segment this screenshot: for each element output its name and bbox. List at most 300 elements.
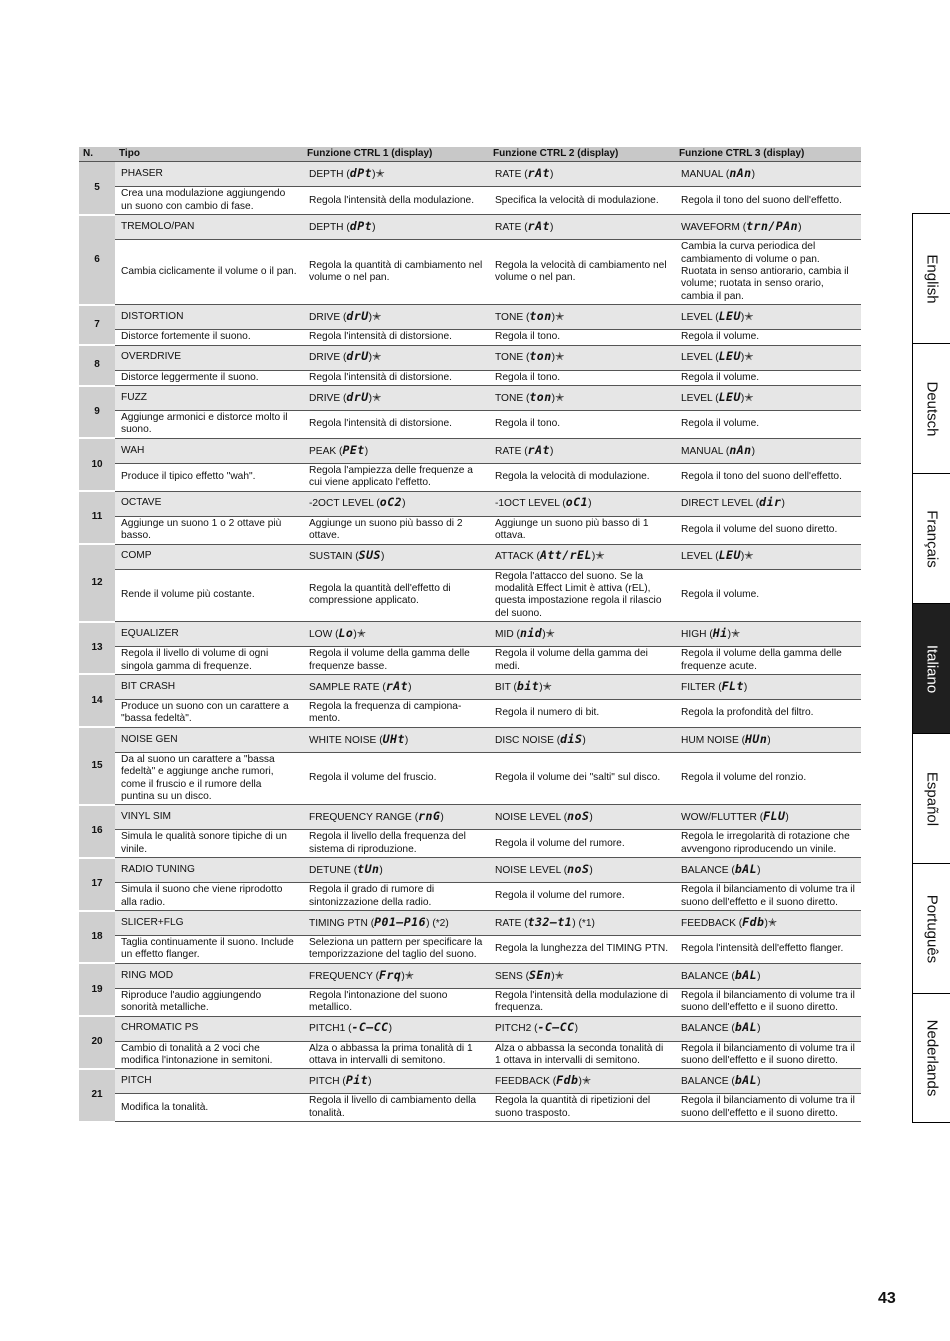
effect-row [79,386,861,411]
open-paren: ( [353,864,358,876]
effect-desc-row [79,1041,861,1069]
param-description: Regola la quantità di cambiamento nel volume o nel pan. [309,259,483,284]
param-label: MANUAL [681,169,724,181]
close-paren: ) [408,681,412,693]
open-paren: ( [742,222,747,234]
open-paren: ( [375,970,380,982]
param-cell [675,162,861,187]
param-description: Regola il tono. [495,331,561,343]
open-paren: ( [552,1076,557,1088]
param-cell [675,215,861,240]
param-description: Regola il volume della gamma delle frequenze basse. [309,648,470,672]
effect-desc-row [79,830,861,858]
effect-desc-row [79,240,861,305]
language-tab[interactable] [912,213,950,343]
param-cell [489,162,675,187]
lcd-display: oC1 [565,495,589,510]
language-tab[interactable] [912,343,950,473]
effect-desc-row [79,569,861,622]
open-paren: ( [348,1023,352,1035]
close-paren: ) [751,445,756,457]
param-cell [489,805,675,830]
param-description: Regola il tono. [495,371,561,383]
effect-description: Aggiunge un suono 1 o 2 ottave più basso. [121,517,282,542]
close-paren: ) [353,628,357,640]
language-tab-label: Português [923,894,940,963]
open-paren: ( [335,628,339,640]
language-tab[interactable] [912,733,950,863]
open-paren: ( [355,551,359,563]
param-description: Regola il volume. [681,331,760,343]
open-paren: ( [414,812,419,824]
star-icon: ✭ [554,969,564,982]
close-paren: ) [767,734,771,746]
param-label: BALANCE [681,864,729,876]
param-label: PEAK [309,445,337,457]
effect-description: Produce un suono con un carattere a "bassa fedeltà". [121,700,289,725]
star-icon: ✭ [555,311,565,324]
open-paren: ( [563,864,568,876]
language-tab[interactable] [912,603,950,733]
lcd-display: drU [346,349,369,364]
lcd-display: Fdb [742,914,765,929]
effect-number: 21 [79,1069,115,1122]
lcd-display: rAt [385,678,409,693]
effect-name: CHROMATIC PS [115,1016,303,1041]
param-label: ATTACK [495,551,534,563]
open-paren: ( [536,551,540,563]
param-description: Aggiunge un suono più basso di 2 ottave. [309,517,463,542]
param-description: Regola la profondità del filtro. [681,707,814,719]
effect-number: 13 [79,622,115,675]
lcd-display: nAn [729,442,752,457]
effect-number: 6 [79,215,115,305]
param-cell [303,491,489,516]
lcd-display: Lo [338,625,354,640]
open-paren: ( [524,445,528,457]
header-cell: Funzione CTRL 1 (display) [303,147,489,162]
param-cell [303,805,489,830]
lcd-display: -C–CC [537,1020,575,1035]
close-paren: ) [401,970,405,982]
effect-description: Cambio di tonalità a 2 voci che modifica l'intonazione in semitoni. [121,1042,273,1067]
param-description: Alza o abbassa la seconda tonalità di 1 ottava in intervalli di semitono. [495,1042,664,1067]
close-paren: ) [368,392,373,404]
param-cell [489,491,675,516]
language-tab-label: English [923,253,940,304]
effect-row [79,674,861,699]
effect-desc-row [79,411,861,439]
effect-number: 20 [79,1016,115,1069]
effect-name: OVERDRIVE [115,345,303,370]
lcd-display: FLt [721,678,744,693]
star-icon: ✭ [545,627,555,640]
param-label: TONE [495,392,524,404]
param-label: SUSTAIN [309,551,353,563]
star-icon: ✭ [372,391,382,404]
param-label: LEVEL [681,312,713,324]
open-paren: ( [524,222,528,234]
param-description: Regola il volume della gamma dei medi. [495,648,648,672]
effect-description: Produce il tipico effetto "wah". [121,471,256,483]
effect-number: 16 [79,805,115,858]
effect-number: 7 [79,305,115,345]
star-icon: ✭ [730,627,741,640]
param-label: FEEDBACK [495,1076,550,1088]
effect-row [79,345,861,370]
param-cell [303,1069,489,1094]
effect-desc-row [79,752,861,805]
param-description: Regola il volume del fruscio. [309,772,437,784]
param-cell [489,345,675,370]
lcd-display: LEU [718,389,741,404]
param-cell [303,963,489,988]
open-paren: ( [731,1023,735,1035]
star-icon: ✭ [744,311,754,324]
close-paren: ) [551,970,555,982]
close-paren: ) [551,312,556,324]
close-paren: ) [368,352,373,364]
star-icon: ✭ [744,550,754,563]
param-description: Regola la velocità di modulazione. [495,471,650,483]
header-cell: Funzione CTRL 3 (display) [675,147,861,162]
close-paren: ) [740,352,745,364]
param-description: Alza o abbassa la prima tonalità di 1 ottava in intervalli di semitono. [309,1042,473,1067]
lcd-display: rAt [527,166,550,181]
effect-description: Distorce fortemente il suono. [121,331,251,343]
effect-row [79,805,861,830]
effect-name: COMP [115,544,303,569]
effect-name: SLICER+FLG [115,911,303,936]
effect-row [79,911,861,936]
param-cell [303,544,489,569]
param-description: Regola il livello di cambiamento della tonalità. [303,1094,489,1122]
header-row [79,147,861,162]
lcd-display: rAt [527,219,550,234]
open-paren: ( [342,1076,346,1088]
open-paren: ( [524,169,528,181]
table-body [79,162,861,1122]
header-cell: Tipo [115,147,303,162]
param-cell [489,1069,675,1094]
star-icon: ✭ [555,351,565,364]
lcd-display: Att/rEL [539,548,592,563]
param-label: BIT [495,681,511,693]
close-paren: ) [727,628,731,640]
param-label: -1OCT LEVEL [495,498,560,510]
close-paren: ) [364,445,369,457]
effect-desc-row [79,647,861,675]
open-paren: ( [715,312,719,324]
effect-number: 18 [79,911,115,964]
param-label: WAVEFORM [681,222,740,234]
param-cell [303,305,489,330]
open-paren: ( [370,917,375,929]
close-paren: ) [372,222,376,234]
language-tab[interactable] [912,863,950,993]
param-description: Regola l'intonazione del suono metallico. [309,989,448,1014]
open-paren: ( [715,551,719,563]
param-label: NOISE LEVEL [495,864,561,876]
effect-name: NOISE GEN [115,727,303,752]
open-paren: ( [382,681,386,693]
close-paren: ) [574,1023,579,1035]
star-icon: ✭ [372,311,382,324]
language-tab[interactable] [912,473,950,603]
lcd-display: LEU [718,349,741,364]
param-cell [303,162,489,187]
param-cell [303,215,489,240]
effect-row [79,1016,861,1041]
close-paren: ) [402,498,406,510]
param-label: HIGH [681,628,707,640]
effect-desc-row [79,1094,861,1122]
open-paren: ( [556,734,561,746]
effect-row [79,305,861,330]
effect-description: Taglia continuamente il suono. Include un effetto flanger. [121,937,294,961]
lcd-display: bAL [734,967,758,982]
effect-number: 15 [79,727,115,805]
close-paren: ) [388,1023,393,1035]
close-paren: ) [589,864,593,876]
lcd-display: bAL [734,1073,758,1088]
effect-description: Regola il livello di volume di ogni singola gamma di frequenze. [121,648,269,672]
language-tab[interactable] [912,993,950,1123]
lcd-display: dPt [349,166,373,181]
param-label: WOW/FLUTTER [681,812,757,824]
lcd-display: HUn [744,731,768,746]
param-label: PITCH2 [495,1023,532,1035]
param-cell [489,215,675,240]
param-cell [675,305,861,330]
param-cell [489,386,675,411]
param-cell [489,727,675,752]
param-description: Regola il volume. [681,371,760,383]
effect-description: Simula il suono che viene riprodotto alla radio. [121,884,283,908]
param-cell [303,911,489,936]
effect-row [79,215,861,240]
param-description: Regola il bilanciamento di volume tra il suono dell'effetto e il suono diretto. [681,989,855,1014]
param-label: RATE [495,169,522,181]
param-description: Regola il volume della gamma delle frequenze acute. [681,648,842,672]
param-cell [303,858,489,883]
close-paren: ) [572,917,576,929]
param-cell [675,1016,861,1041]
lcd-display: trn/PAn [746,219,799,234]
param-cell [303,674,489,699]
param-label: DRIVE [309,312,341,324]
language-tabs [912,213,950,1123]
param-cell [303,727,489,752]
open-paren: ( [731,1076,735,1088]
param-cell [675,911,861,936]
lcd-display: PEt [342,442,365,457]
param-description: Regola la lunghezza del TIMING PTN. [495,943,669,955]
param-description: Regola il volume dei "salti" sul disco. [495,772,661,784]
param-cell [675,963,861,988]
param-cell [675,345,861,370]
close-paren: ) [372,169,376,181]
star-icon: ✭ [595,550,605,563]
open-paren: ( [759,812,764,824]
open-paren: ( [342,352,347,364]
param-cell [489,1016,675,1041]
param-description: Regola le irregolarità di rotazione che avvengono riproducendo un vinile. [681,831,850,855]
param-description: Seleziona un pattern per specificare la temporizzazione del taglio del suono. [309,937,483,961]
open-paren: ( [342,312,347,324]
param-label: LEVEL [681,352,713,364]
param-label: FILTER [681,681,716,693]
param-cell [303,1016,489,1041]
lcd-display: dPt [349,219,373,234]
effect-name: WAH [115,438,303,463]
param-cell [489,305,675,330]
param-description: Regola l'attacco del suono. Se la modalità Effect Limit è attiva (rEL), questa impostazione regola il rilascio del suono. [495,570,662,619]
lcd-display: Hi [712,625,728,640]
open-paren: ( [738,917,743,929]
param-description: Regola l'intensità dell'effetto flanger. [681,943,844,955]
param-description: Regola il volume. [681,589,760,601]
effect-description: Crea una modulazione aggiungendo un suono con cambio di fase. [121,188,286,212]
effect-row [79,727,861,752]
param-cell [675,438,861,463]
effect-number: 14 [79,674,115,727]
close-paren: ) [781,498,785,510]
effect-number: 10 [79,438,115,491]
param-label: RATE [495,917,522,929]
lcd-display: diS [560,731,583,746]
param-description: Regola il tono del suono dell'effetto. [681,471,842,483]
param-description: Aggiunge un suono più basso di 1 ottava. [495,517,649,542]
param-description: Regola l'intensità di distorsione. [309,371,452,383]
lcd-display: noS [567,861,590,876]
param-cell [303,622,489,647]
close-paren: ) [589,812,593,824]
param-label: BALANCE [681,1076,729,1088]
lcd-display: t32–t1 [527,914,573,929]
effect-description: Aggiunge armonici e distorce molto il suono. [121,412,288,436]
open-paren: ( [715,392,719,404]
open-paren: ( [715,352,719,364]
open-paren: ( [513,681,517,693]
language-tab-label: Français [923,509,940,568]
lcd-display: nAn [729,166,752,181]
param-description: Regola il tono. [495,418,561,430]
lcd-display: Pit [345,1073,369,1088]
param-description: Regola il volume. [681,418,760,430]
star-icon: ✭ [744,351,754,364]
param-label: PITCH [309,1076,340,1088]
param-cell [489,622,675,647]
close-paren: ) [582,734,586,746]
param-label: MANUAL [681,445,724,457]
param-cell [489,963,675,988]
effect-number: 17 [79,858,115,911]
open-paren: ( [731,970,735,982]
open-paren: ( [346,222,350,234]
param-cell [489,911,675,936]
lcd-display: ton [529,349,552,364]
param-description: Regola il bilanciamento di volume tra il suono dell'effetto e il suono diretto. [681,884,855,908]
effect-number: 8 [79,345,115,385]
open-paren: ( [346,169,350,181]
effect-name: EQUALIZER [115,622,303,647]
param-cell [489,544,675,569]
param-description: Regola la velocità di cambiamento nel volume o nel pan. [495,259,667,284]
close-paren: ) [588,498,592,510]
effect-description: Da al suono un carattere a "bassa fedeltà" e aggiunge anche rumori, come il fruscio e il rumore della puntina su un disco. [121,753,275,802]
star-icon: ✭ [744,391,754,404]
lcd-display: ton [529,389,552,404]
effect-desc-row [79,187,861,215]
close-paren: ) [426,917,430,929]
open-paren: ( [718,681,722,693]
param-label: PITCH1 [309,1023,346,1035]
effect-description: Riproduce l'audio aggiungendo sonorità metalliche. [121,989,262,1014]
lcd-display: rnG [418,809,441,824]
param-label: BALANCE [681,1023,729,1035]
effect-row [79,544,861,569]
star-icon: ✭ [581,1075,592,1088]
close-paren: ) [751,169,756,181]
param-cell [675,622,861,647]
effect-desc-row [79,699,861,727]
effect-row [79,491,861,516]
effect-number: 5 [79,162,115,215]
star-icon: ✭ [375,168,385,181]
param-description: Cambia la curva periodica del cambiamento di volume o pan. Ruotata in senso antiorario, cambia il volume; ruotata in senso orario, cambia il pan. [681,241,849,302]
lcd-display: bAL [734,1020,758,1035]
language-tab-label: Nederlands [923,1019,940,1097]
star-icon: ✭ [356,627,366,640]
param-description: Regola il tono del suono dell'effetto. [681,194,842,206]
param-cell [675,544,861,569]
param-note: (*2) [432,917,449,929]
lcd-display: Frq [379,967,402,982]
close-paren: ) [757,1023,761,1035]
effect-description: Simula le qualità sonore tipiche di un vinile. [121,831,287,855]
lcd-display: nid [519,625,543,640]
star-icon: ✭ [372,351,382,364]
param-cell [303,386,489,411]
param-label: SENS [495,970,523,982]
param-description: Regola la quantità di ripetizioni del suono trasposto. [489,1094,675,1122]
close-paren: ) [440,812,444,824]
open-paren: ( [342,392,347,404]
lcd-display: oC2 [379,495,403,510]
effect-name: VINYL SIM [115,805,303,830]
param-description: Regola l'intensità della modulazione di frequenza. [495,989,668,1014]
param-description: Regola l'ampiezza delle frequenze a cui viene applicato l'effetto. [309,464,473,489]
open-paren: ( [725,445,730,457]
lcd-display: LEU [718,309,741,324]
effect-number: 9 [79,386,115,439]
param-label: DEPTH [309,169,344,181]
param-description: Regola il volume del rumore. [495,890,625,902]
star-icon: ✭ [555,391,565,404]
effect-name: OCTAVE [115,491,303,516]
param-cell [675,727,861,752]
effect-name: RING MOD [115,963,303,988]
lcd-display: rAt [527,442,550,457]
language-tab-label: Deutsch [923,380,940,437]
effect-name: FUZZ [115,386,303,411]
lcd-display: drU [346,309,369,324]
close-paren: ) [740,392,745,404]
lcd-display: bit [516,678,540,693]
param-note: (*1) [578,917,595,929]
lcd-display: SEn [529,967,552,982]
